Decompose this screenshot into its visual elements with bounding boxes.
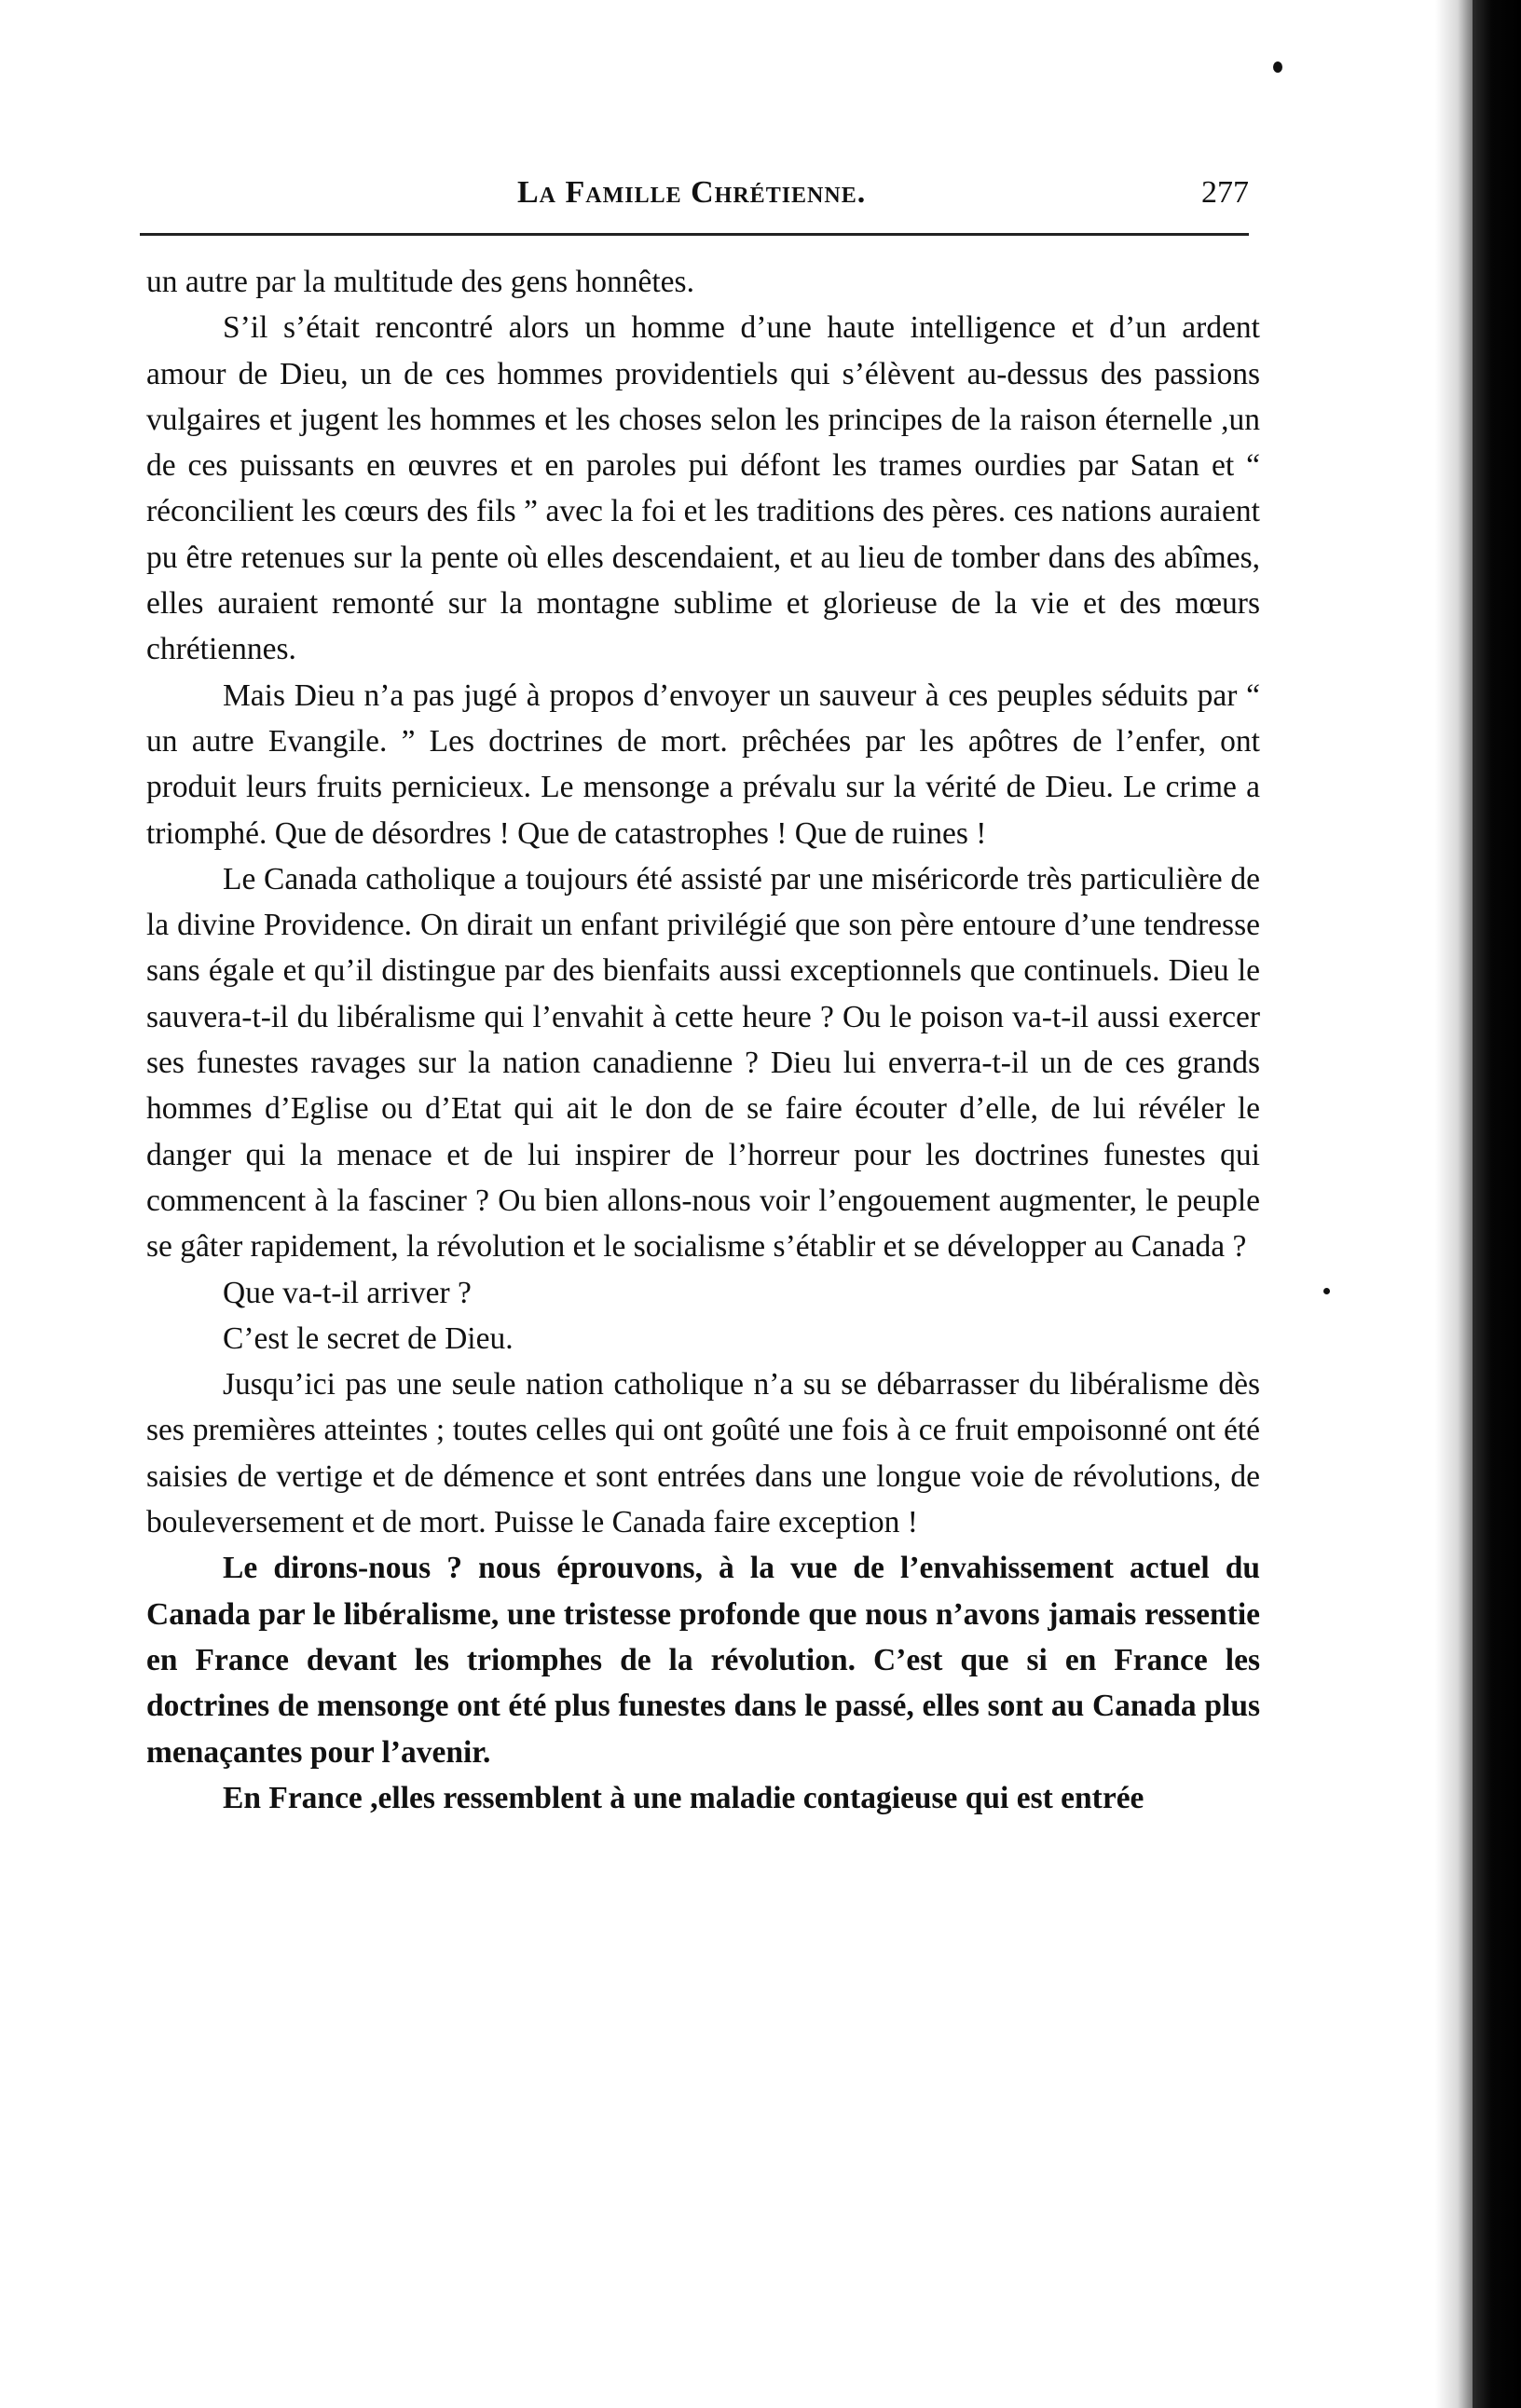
page-edge-shading <box>1435 0 1473 2408</box>
scan-speck <box>1273 62 1282 73</box>
scan-border <box>1473 0 1521 2408</box>
paragraph-2: S’il s’était rencontré alors un homme d’une haute intelligence et d’un ardent amour de Dieu, un de ces hommes providentiels qui s’élèvent au-dessus des passions vulgaires et jugent les hommes et les choses selon les principes de la raison éternelle ,un de ces puissants en œuvres et en paroles pui défont les trames ourdies par Satan et “ réconcilient les cœurs des fils ” avec la foi et les traditions des pères. ces nations auraient pu être retenues sur la pente où elles descendaient, et au lieu de tomber dans des abîmes, elles auraient remonté sur la montagne sublime et glorieuse de la vie et des mœurs chrétiennes. <box>146 310 1260 667</box>
paragraph-6: C’est le secret de Dieu. <box>223 1320 514 1356</box>
paragraph-8: Le dirons-nous ? nous éprouvons, à la vue de l’envahissement actuel du Canada par le libéralisme, une tristesse profonde que nous n’avons jamais ressentie en France devant les triomphes de la révolution. C’est que si en France les doctrines de mensonge ont été plus funestes dans le passé, elles sont au Canada plus menaçantes pour l’avenir. <box>146 1551 1260 1770</box>
paragraph-9: En France ,elles ressemblent à une maladie contagieuse qui est entrée <box>223 1780 1144 1815</box>
running-title: La Famille Chrétienne. <box>517 175 867 210</box>
body-text <box>146 259 1260 1821</box>
paragraph-3: Mais Dieu n’a pas jugé à propos d’envoyer un sauveur à ces peuples séduits par “ un autre Evangile. ” Les doctrines de mort. prêchées par les apôtres de l’enfer, ont produit leurs fruits pernicieux. Le mensonge a prévalu sur la vérité de Dieu. Le crime a triomphé. Que de désordres ! Que de catastrophes ! Que de ruines ! <box>146 677 1260 851</box>
paragraph-4: Le Canada catholique a toujours été assisté par une miséricorde très particulière de la divine Providence. On dirait un enfant privilégié que son père entoure d’une tendresse sans égale et qu’il distingue par des bienfaits aussi exceptionnels que continuels. Dieu le sauvera-t-il du libéralisme qui l’envahit à cette heure ? Ou le poison va-t-il aussi exercer ses funestes ravages sur la nation canadienne ? Dieu lui enverra-t-il un de ces grands hommes d’Eglise ou d’Etat qui ait le don de se faire écouter d’elle, de lui révéler le danger qui la menace et de lui inspirer de l’horreur pour les doctrines funestes qui commencent à la fasciner ? Ou bien allons-nous voir l’engouement augmenter, le peuple se gâter rapidement, la révolution et le socialisme s’établir et se développer au Canada ? <box>146 861 1260 1265</box>
running-header <box>140 175 1249 222</box>
paragraph-5: Que va-t-il arriver ? <box>223 1275 472 1310</box>
paragraph-1: un autre par la multitude des gens honnêtes. <box>146 265 694 299</box>
scan-speck <box>1323 1288 1330 1294</box>
paragraph-7: Jusqu’ici pas une seule nation catholique n’a su se débarrasser du libéralisme dès ses premières atteintes ; toutes celles qui ont goûté une fois à ce fruit empoisonné ont été saisies de vertige et de démence et sont entrées dans une longue voie de révolutions, de bouleversement et de mort. Puisse le Canada faire exception ! <box>146 1367 1260 1540</box>
header-rule <box>140 233 1249 236</box>
page-number: 277 <box>1201 175 1249 210</box>
